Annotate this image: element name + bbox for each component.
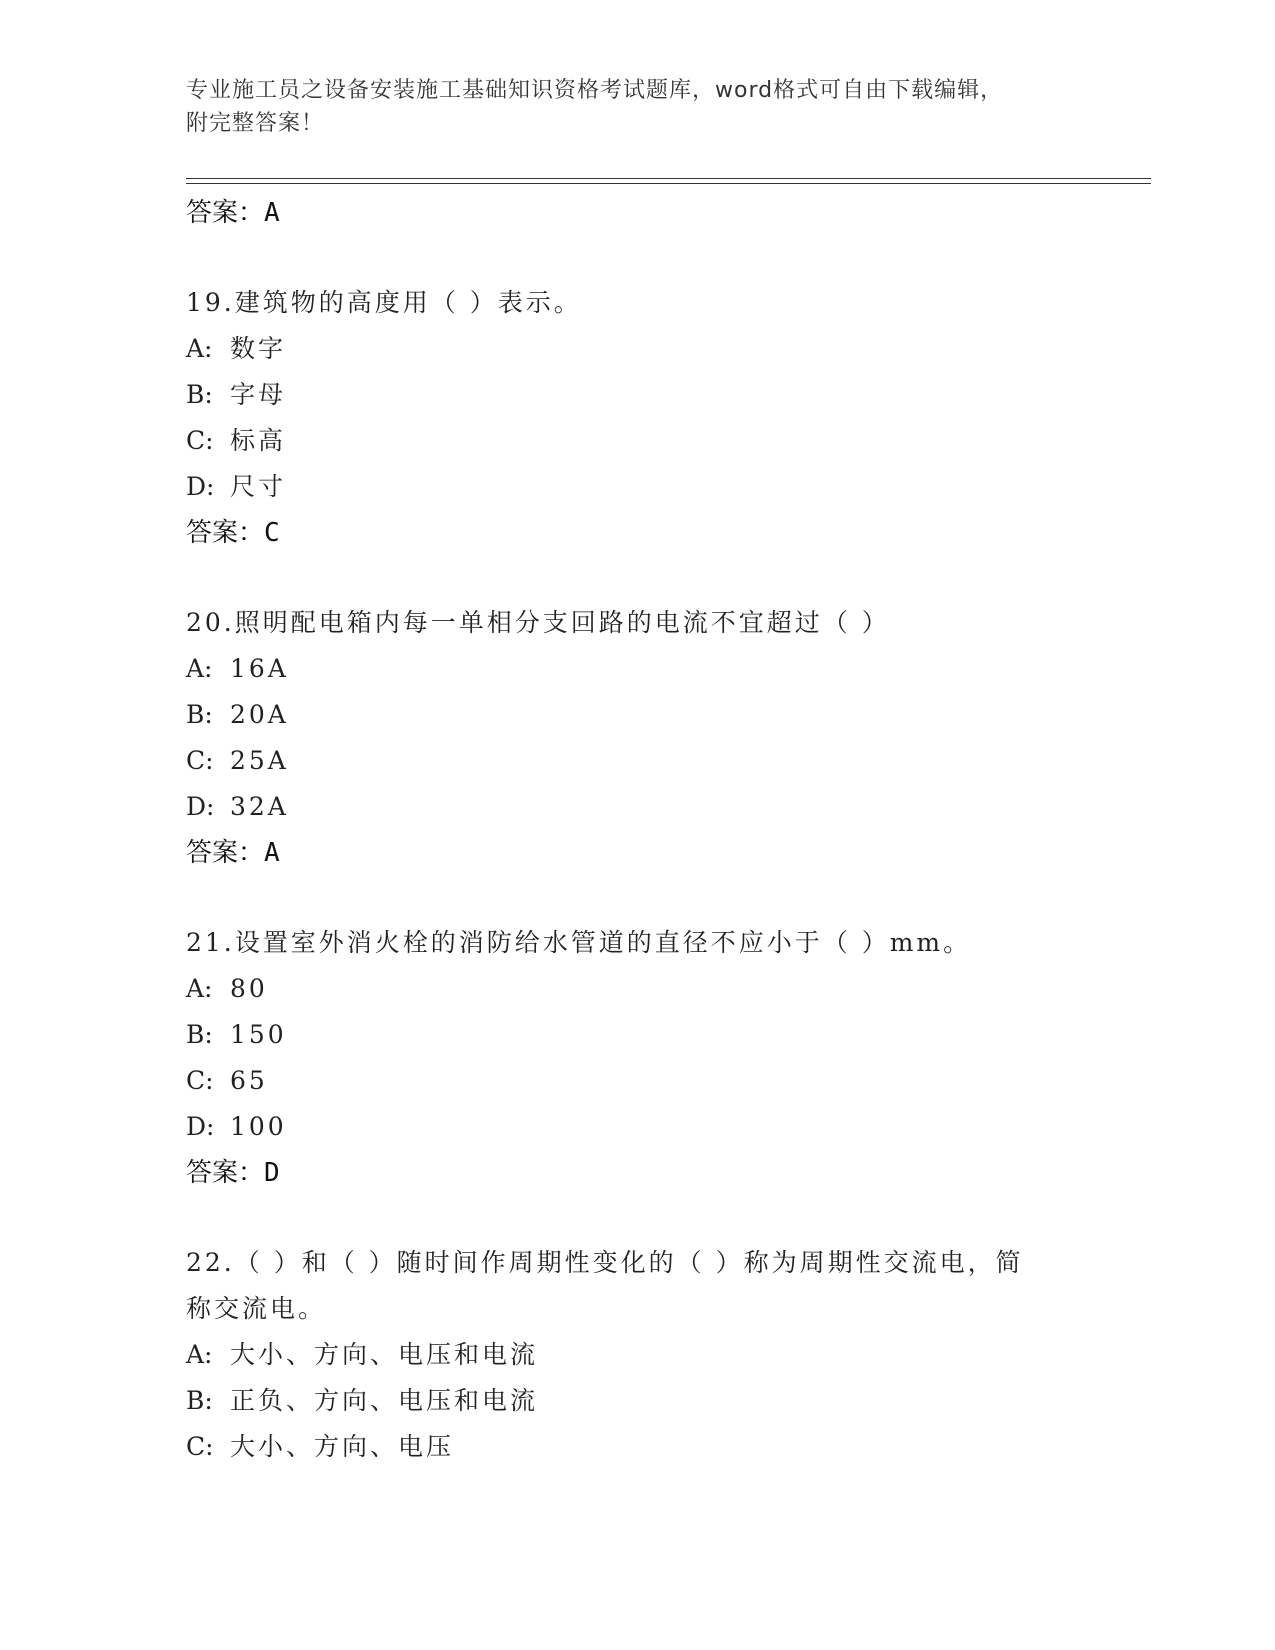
- document-header: [186, 74, 1086, 140]
- question-stem-line: 22.（ ）和（ ）随时间作周期性变化的（ ）称为周期性交流电，简: [186, 1248, 1024, 1277]
- option-key: C:: [186, 746, 214, 775]
- question-20: [186, 600, 1086, 876]
- option-key: C:: [186, 1066, 214, 1095]
- option-key: C:: [186, 1432, 214, 1461]
- option-key: D:: [186, 472, 215, 501]
- question-stem: [186, 280, 1086, 326]
- question-stem-line: 20.照明配电箱内每一单相分支回路的电流不宜超过（ ）: [186, 608, 890, 637]
- option-key: B:: [186, 380, 213, 409]
- answer-value: A: [264, 198, 280, 228]
- option-text: 字母: [230, 380, 287, 409]
- header-divider-bottom: [186, 183, 1151, 184]
- question-stem-line: 19.建筑物的高度用（ ）表示。: [186, 288, 582, 317]
- option-text: 大小、方向、电压: [230, 1432, 455, 1461]
- option-a: [186, 1332, 1086, 1378]
- question-stem-line: 21.设置室外消火栓的消防给水管道的直径不应小于（ ）mm。: [186, 928, 972, 957]
- option-text: 20A: [230, 700, 289, 729]
- option-text: 100: [230, 1112, 287, 1141]
- option-key: A:: [186, 1340, 213, 1369]
- question-stem-line: 称交流电。: [186, 1294, 327, 1323]
- option-a: [186, 326, 1086, 372]
- answer-label: 答案：: [186, 518, 265, 548]
- option-key: B:: [186, 1386, 213, 1415]
- option-key: B:: [186, 700, 213, 729]
- option-key: A:: [186, 654, 213, 683]
- option-c: [186, 1424, 1086, 1470]
- option-c: [186, 1058, 1086, 1104]
- question-21: [186, 920, 1086, 1196]
- option-c: [186, 418, 1086, 464]
- answer-label: 答案：: [186, 1158, 265, 1188]
- option-text: 尺寸: [230, 472, 287, 501]
- option-b: [186, 692, 1086, 738]
- question-19: [186, 280, 1086, 556]
- answer-line: [186, 1150, 1086, 1196]
- option-text: 数字: [230, 334, 287, 363]
- option-b: [186, 372, 1086, 418]
- question-22: [186, 1240, 1086, 1470]
- option-key: D:: [186, 1112, 215, 1141]
- option-d: [186, 464, 1086, 510]
- option-d: [186, 784, 1086, 830]
- option-a: [186, 646, 1086, 692]
- question-stem: [186, 1240, 1086, 1332]
- question-stem: [186, 920, 1086, 966]
- option-text: 16A: [230, 654, 289, 683]
- option-key: A:: [186, 974, 213, 1003]
- answer-value: C: [264, 518, 280, 548]
- question-stem: [186, 600, 1086, 646]
- answer-line: [186, 190, 1086, 236]
- header-divider-top: [186, 178, 1151, 179]
- option-a: [186, 966, 1086, 1012]
- answer-value: A: [264, 838, 280, 868]
- option-d: [186, 1104, 1086, 1150]
- option-c: [186, 738, 1086, 784]
- answer-value: D: [264, 1158, 280, 1188]
- option-text: 大小、方向、电压和电流: [230, 1340, 539, 1369]
- option-text: 32A: [230, 792, 289, 821]
- option-text: 150: [230, 1020, 287, 1049]
- option-key: C:: [186, 426, 214, 455]
- answer-label: 答案：: [186, 198, 265, 228]
- question-list: [186, 190, 1086, 1470]
- answer-label: 答案：: [186, 838, 265, 868]
- answer-line: [186, 830, 1086, 876]
- option-key: A:: [186, 334, 213, 363]
- option-key: D:: [186, 792, 215, 821]
- option-b: [186, 1012, 1086, 1058]
- option-key: B:: [186, 1020, 213, 1049]
- option-text: 25A: [230, 746, 289, 775]
- option-text: 标高: [230, 426, 287, 455]
- answer-line: [186, 510, 1086, 556]
- option-b: [186, 1378, 1086, 1424]
- option-text: 80: [230, 974, 268, 1003]
- header-line-2: 附完整答案！: [186, 111, 325, 136]
- option-text: 正负、方向、电压和电流: [230, 1386, 539, 1415]
- option-text: 65: [230, 1066, 268, 1095]
- header-line-1: 专业施工员之设备安装施工基础知识资格考试题库，word格式可自由下载编辑，: [186, 78, 1004, 103]
